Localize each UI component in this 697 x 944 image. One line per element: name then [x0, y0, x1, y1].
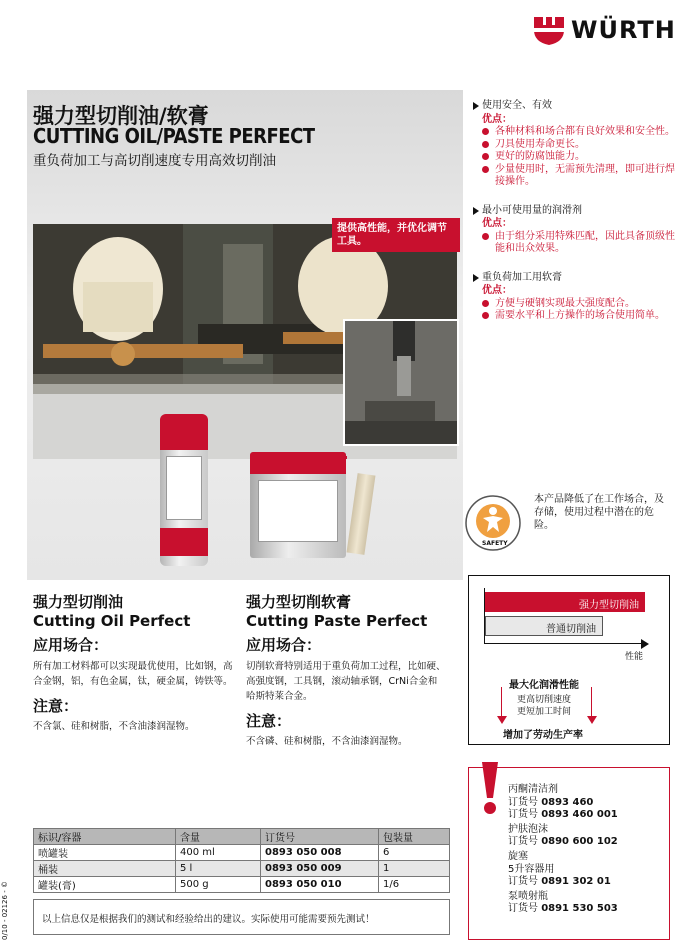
- table-cell: 喷罐装: [34, 845, 176, 861]
- table-cell: 400 ml: [176, 845, 261, 861]
- table-header-row: [34, 829, 450, 845]
- product-title-en: Cutting Oil Perfect: [33, 612, 191, 630]
- feature-head: 重负荷加工用软膏: [482, 271, 562, 283]
- comparison-bar-standard: 普通切削油: [485, 616, 603, 636]
- advantage-label: 优点：: [482, 218, 512, 229]
- paste-tin: [250, 452, 346, 558]
- feature-item: 由于组分采用特殊匹配，因此具备顶级性能和出众效果。: [482, 231, 683, 256]
- feature-list: [473, 100, 683, 335]
- table-header: 含量: [176, 829, 261, 845]
- arrow-down-icon: [497, 716, 507, 724]
- note-heading: 注意：: [246, 712, 292, 730]
- related-item-name: 旋塞: [508, 850, 528, 862]
- bracket-icon: [501, 687, 592, 717]
- related-item-name: 护肤泡沫: [508, 823, 548, 835]
- axis-label: 性能: [625, 652, 644, 662]
- feature-head: 最小可使用量的润滑剂: [482, 204, 582, 216]
- arrow-down-icon: [587, 716, 597, 724]
- table-row: [34, 877, 450, 893]
- product-title-cn: 强力型切削软膏: [246, 593, 352, 611]
- table-cell: 罐装(膏): [34, 877, 176, 893]
- table-cell: 500 g: [176, 877, 261, 893]
- photo-tag: 提供高性能，并优化调节工具。: [332, 218, 460, 252]
- table-cell: 桶装: [34, 861, 176, 877]
- feature-head: 使用安全、有效: [482, 100, 552, 111]
- feature-item: 需要水平和上方操作的场合使用简单。: [482, 310, 683, 323]
- bullet-icon: [482, 233, 489, 240]
- note-heading: 注意：: [33, 697, 79, 715]
- exclamation-icon: [479, 760, 501, 820]
- related-item-name: 丙酮清洁剂: [508, 784, 558, 795]
- document-code: 0/10 - 02126 - ©: [1, 881, 9, 940]
- lubrication-sub-1: 更高切削速度: [517, 695, 572, 705]
- table-cell: 0893 050 009: [261, 861, 379, 877]
- safety-description: 本产品降低了在工作场合，及存储，使用过程中潜在的危险。: [534, 494, 664, 531]
- note-text: 不含磷、硅和树脂，不含油漆润湿物。: [246, 736, 408, 747]
- page-title-cn: 强力型切削油/软膏: [33, 104, 209, 128]
- comparison-x-axis: [484, 643, 642, 644]
- feature-group-1: [473, 100, 683, 189]
- safety-icon: [464, 494, 522, 552]
- advantage-label: 优点：: [482, 285, 512, 296]
- table-cell: 6: [379, 845, 450, 861]
- drilling-inset-photo: [343, 319, 459, 446]
- brand-name: WÜRTH: [571, 16, 676, 44]
- bullet-icon: [482, 300, 489, 307]
- bullet-icon: [482, 166, 489, 173]
- page-subtitle: 重负荷加工与高切削速度专用高效切削油: [33, 153, 276, 169]
- feature-group-3: [473, 272, 683, 323]
- table-cell: 5 l: [176, 861, 261, 877]
- product-title-cn: 强力型切削油: [33, 593, 124, 611]
- axis-arrow-icon: [641, 639, 649, 649]
- use-text: 所有加工材料都可以实现最优使用，比如钢，高合金钢，铝，有色金属，钛，硬金属，铸铁等。: [33, 661, 233, 687]
- table-header: 订货号: [261, 829, 379, 845]
- lubrication-title: 最大化润滑性能: [509, 680, 579, 691]
- related-order-line: 订货号 0893 460: [508, 796, 594, 808]
- related-order-line: 订货号 0890 600 102: [508, 836, 618, 848]
- table-cell: 1: [379, 861, 450, 877]
- feature-group-2: [473, 205, 683, 256]
- related-item-extra: 5升容器用: [508, 863, 555, 875]
- related-order-line: 订货号 0891 302 01: [508, 876, 611, 888]
- table-row: [34, 861, 450, 877]
- notice-box: 以上信息仅是根据我们的测试和经验给出的建议。实际使用可能需要预先测试！: [33, 899, 450, 935]
- arrow-right-icon: [473, 207, 479, 215]
- feature-item: 方便与硬钢实现最大强度配合。: [482, 298, 683, 311]
- feature-item: 更好的防腐蚀能力。: [482, 151, 683, 164]
- product-title-en: Cutting Paste Perfect: [246, 612, 428, 630]
- table-row: [34, 845, 450, 861]
- wurth-logo: [533, 14, 676, 46]
- feature-item: 各种材料和场合都有良好效果和安全性。: [482, 126, 683, 139]
- bullet-icon: [482, 128, 489, 135]
- bullet-icon: [482, 141, 489, 148]
- page-title-en: CUTTING OIL/PASTE PERFECT: [33, 124, 315, 148]
- arrow-right-icon: [473, 274, 479, 282]
- bullet-icon: [482, 312, 489, 319]
- productivity-result: 增加了劳动生产率: [503, 730, 583, 741]
- table-cell: 1/6: [379, 877, 450, 893]
- related-order-line: 订货号 0893 460 001: [508, 809, 618, 821]
- safety-badge-label: SAFETY: [482, 540, 508, 547]
- product-oil: [33, 591, 233, 734]
- lubrication-sub-2: 更短加工时间: [517, 707, 572, 717]
- related-order-line: 订货号 0891 530 503: [508, 903, 618, 915]
- comparison-y-axis: [484, 588, 485, 644]
- use-heading: 应用场合：: [246, 636, 322, 654]
- table-header: 包装量: [379, 829, 450, 845]
- table-cell: 0893 050 008: [261, 845, 379, 861]
- use-heading: 应用场合：: [33, 636, 109, 654]
- wurth-logo-icon: [533, 14, 565, 46]
- related-products-list: [508, 784, 618, 916]
- table-header: 标识/容器: [34, 829, 176, 845]
- arrow-right-icon: [473, 102, 479, 110]
- product-paste: [246, 591, 446, 749]
- feature-item: 少量使用时，无需预先清理，即可进行焊接操作。: [482, 164, 683, 189]
- feature-item: 刀具使用寿命更长。: [482, 139, 683, 152]
- use-text: 切削软膏特别适用于重负荷加工过程，比如硬、高强度钢，工具钢，滚动轴承钢，CrNi合金和哈斯特莱合金。: [246, 661, 446, 702]
- order-table: [33, 828, 450, 893]
- table-cell: 0893 050 010: [261, 877, 379, 893]
- bullet-icon: [482, 153, 489, 160]
- comparison-bar-perfect: 强力型切削油: [485, 592, 645, 612]
- related-item-name: 泵喷射瓶: [508, 890, 548, 902]
- spray-can: [160, 414, 208, 566]
- note-text: 不含氯、硅和树脂，不含油漆润湿物。: [33, 721, 195, 732]
- advantage-label: 优点：: [482, 113, 512, 125]
